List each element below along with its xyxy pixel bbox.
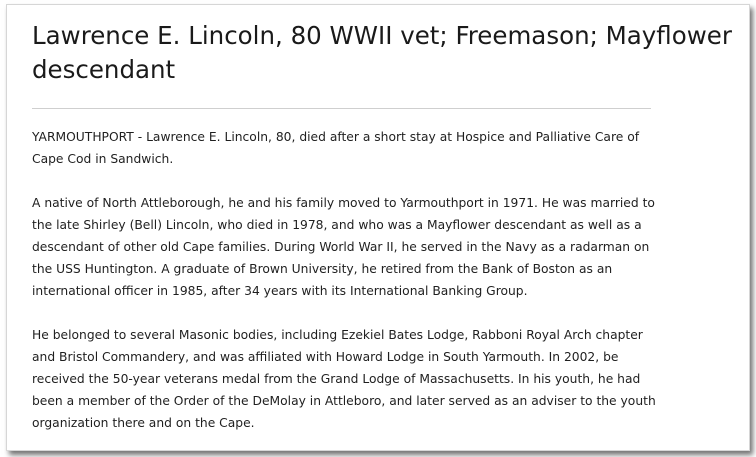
text-line: Cape Cod in Sandwich. [32,152,174,166]
paragraph-masonic [32,324,722,434]
article-body [32,126,722,451]
text-line: YARMOUTHPORT - Lawrence E. Lincoln, 80, died after a short stay at Hospice and Palliative Care of [32,130,640,144]
title-divider [32,108,651,109]
title-line: Lawrence E. Lincoln, 80 WWII vet; Freemason; Mayflower [32,21,732,50]
text-line: A native of North Attleborough, he and his family moved to Yarmouthport in 1971. He was married to [32,196,655,210]
paragraph-intro [32,126,722,170]
text-line: international officer in 1985, after 34 years with its International Banking Group. [32,284,528,298]
article-title [32,19,732,87]
text-line: and Bristol Commandery, and was affiliated with Howard Lodge in South Yarmouth. In 2002, be [32,350,619,364]
text-line: been a member of the Order of the DeMolay in Attleboro, and later served as an adviser to the youth [32,394,656,408]
article-card [6,4,750,451]
text-line: the late Shirley (Bell) Lincoln, who died in 1978, and who was a Mayflower descendant as well as a [32,218,642,232]
text-line: received the 50-year veterans medal from the Grand Lodge of Massachusetts. In his youth, he had [32,372,641,386]
text-line: He belonged to several Masonic bodies, including Ezekiel Bates Lodge, Rabboni Royal Arch chapter [32,328,643,342]
text-line: descendant of other old Cape families. During World War II, he served in the Navy as a radarman on [32,240,650,254]
title-line: descendant [32,55,176,84]
text-line: the USS Huntington. A graduate of Brown University, he retired from the Bank of Boston as an [32,262,613,276]
text-line: organization there and on the Cape. [32,416,255,430]
paragraph-biography [32,192,722,302]
